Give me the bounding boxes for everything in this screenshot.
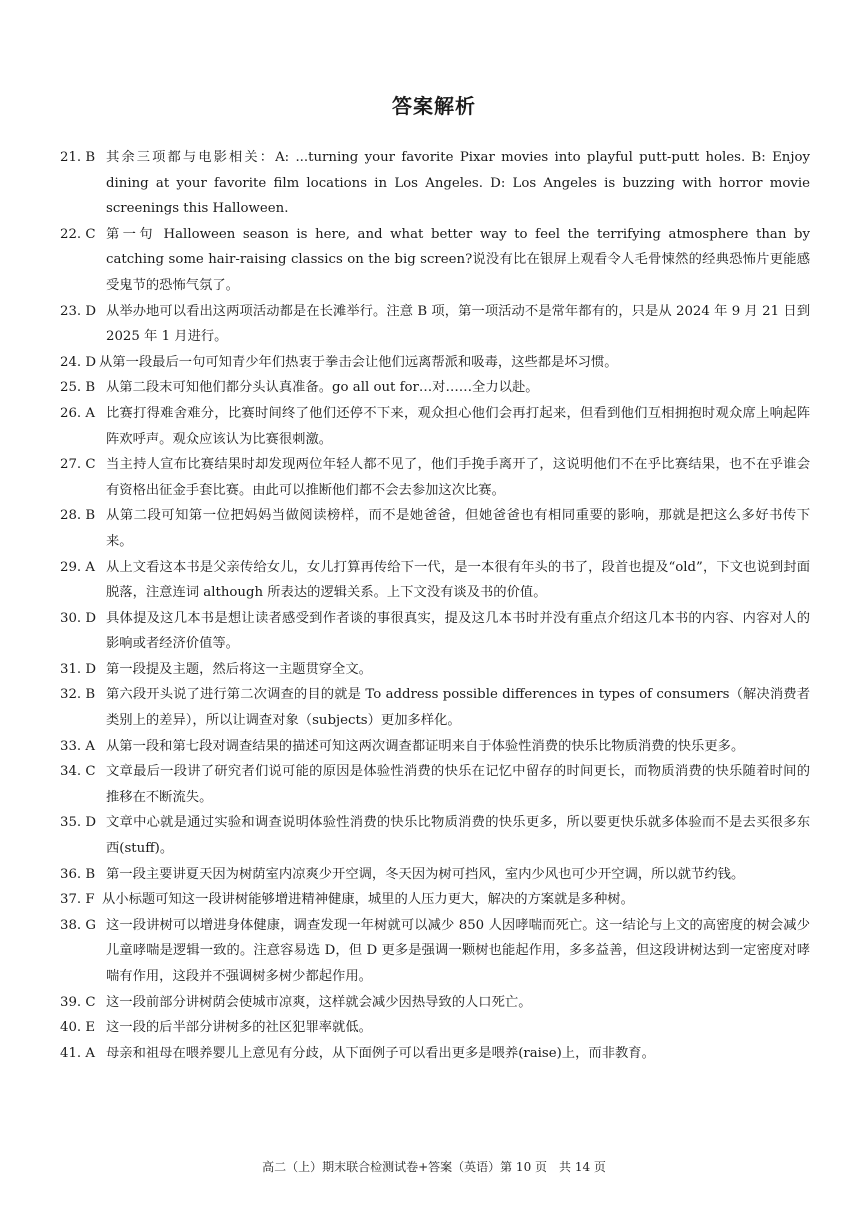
page-footer: 高二（上）期末联合检测试卷+答案（英语）第 10 页 共 14 页	[262, 1160, 606, 1174]
answer-explanation: 从第一段和第七段对调查结果的描述可知这两次调查都证明来自于体验性消费的快乐比物质消费的快乐更多。	[106, 738, 745, 754]
answer-explanation: 母亲和祖母在喂养婴儿上意见有分歧，从下面例子可以看出更多是喂养(raise)上，而非教育。	[106, 1045, 655, 1061]
answer-number: 24. D	[60, 354, 97, 370]
answer-explanation: 这一段讲树可以增进身体健康，调查发现一年树就可以减少 850 人因哮喘而死亡。这一结论与上文的高密度的树会减少儿童哮喘是逻辑一致的。注意容易选 D，但 D 更多是强调一颗树也能起作用，多多益善，但这段讲树达到一定密度对哮喘有作用，这段并不强调树多树少都起作用。	[106, 917, 810, 984]
answer-item	[60, 734, 810, 760]
answer-number: 26. A	[60, 405, 95, 421]
answer-item	[60, 657, 810, 683]
answer-explanation: 具体提及这几本书是想让读者感受到作者谈的事很真实，提及这几本书时并没有重点介绍这几本书的内容、内容对人的影响或者经济价值等。	[106, 610, 810, 652]
answer-item	[60, 452, 810, 503]
answer-item	[60, 1041, 810, 1067]
answer-item	[60, 1015, 810, 1041]
answer-item	[60, 375, 810, 401]
answer-explanation: 这一段的后半部分讲树多的社区犯罪率就低。	[106, 1020, 372, 1036]
answer-number: 28. B	[60, 508, 96, 524]
answer-explanation: 从上文看这本书是父亲传给女儿，女儿打算再传给下一代，是一本很有年头的书了，段首也提及“old”，下文也说到封面脱落，注意连词 although 所表达的逻辑关系。上下文没有谈及书的价值。	[106, 559, 810, 601]
answer-explanation: 第一段主要讲夏天因为树荫室内凉爽少开空调，冬天因为树可挡风，室内少风也可少开空调，所以就节约钱。	[106, 866, 745, 882]
answer-number: 30. D	[60, 610, 97, 626]
answer-item	[60, 299, 810, 350]
answer-number: 33. A	[60, 738, 95, 754]
answer-number: 32. B	[60, 687, 96, 703]
answer-explanation: 文章中心就是通过实验和调查说明体验性消费的快乐比物质消费的快乐更多，所以要更快乐就多体验而不是去买很多东西(stuff)。	[106, 815, 810, 857]
answer-number: 39. C	[60, 994, 96, 1010]
answer-explanation: 从第二段可知第一位把妈妈当做阅读榜样，而不是她爸爸，但她爸爸也有相同重要的影响，那就是把这么多好书传下来。	[106, 508, 810, 549]
answer-number: 36. B	[60, 866, 96, 882]
answer-explanation: 从第二段末可知他们都分头认真准备。go all out for…对……全力以赴。	[106, 380, 539, 396]
answer-explanation: 第一句 Halloween season is here, and what better way to feel the terrifying atmosphere than by catching some hair-raising classics on the big screen?说没有比在银屏上观看令人毛骨悚然的经典恐怖片更能感受鬼节的恐怖气氛了。	[106, 226, 810, 293]
answer-explanation: 第六段开头说了进行第二次调查的目的就是 To address possible differences in types of consumers（解决消费者类别上的差异），所以让调查对象（subjects）更加多样化。	[106, 687, 810, 729]
answer-number: 37. F	[60, 892, 95, 908]
answer-item	[60, 810, 810, 861]
answer-number: 21. B	[60, 150, 96, 165]
answer-item	[60, 990, 810, 1016]
answer-number: 35. D	[60, 815, 97, 831]
answer-number: 41. A	[60, 1045, 95, 1061]
answer-item	[60, 606, 810, 657]
answer-explanation: 第一段提及主题，然后将这一主题贯穿全文。	[106, 661, 372, 677]
answer-item	[60, 913, 810, 990]
answer-number: 29. A	[60, 559, 95, 575]
answer-explanation: 文章最后一段讲了研究者们说可能的原因是体验性消费的快乐在记忆中留存的时间更长，而物质消费的快乐随着时间的推移在不断流失。	[106, 764, 810, 805]
answer-item	[60, 503, 810, 554]
answer-explanation: 从第一段最后一句可知青少年们热衷于拳击会让他们远离帮派和吸毒，这些都是坏习惯。	[99, 354, 618, 370]
answer-explanation: 这一段前部分讲树荫会使城市凉爽，这样就会减少因热导致的人口死亡。	[106, 994, 532, 1010]
answer-item	[60, 222, 810, 299]
answer-number: 23. D	[60, 303, 97, 319]
answer-item	[60, 887, 810, 913]
answer-item	[60, 759, 810, 810]
answer-item	[60, 555, 810, 606]
answer-item	[60, 401, 810, 452]
answer-number: 40. E	[60, 1020, 96, 1036]
answer-list	[60, 145, 810, 1066]
answer-number: 38. G	[60, 917, 96, 933]
answer-number: 34. C	[60, 764, 96, 780]
answer-item	[60, 145, 810, 222]
answer-number: 31. D	[60, 661, 97, 677]
answer-explanation: 其余三项都与电影相关：A: ...turning your favorite Pixar movies into playful putt-putt holes. B: Enjoy dining at your favorite film locations in Los Angeles. D: Los Angeles is buzzing with horror movie screenings this Halloween.	[106, 150, 810, 217]
answer-number: 25. B	[60, 380, 96, 396]
answer-item	[60, 350, 810, 376]
answer-number: 27. C	[60, 457, 96, 473]
answer-item	[60, 862, 810, 888]
answer-number: 22. C	[60, 226, 96, 242]
answer-explanation: 从小标题可知这一段讲树能够增进精神健康，城里的人压力更大，解决的方案就是多种树。	[102, 892, 634, 908]
answer-explanation: 当主持人宣布比赛结果时却发现两位年轻人都不见了，他们手挽手离开了，这说明他们不在乎比赛结果，也不在乎谁会有资格出征金手套比赛。由此可以推断他们都不会去参加这次比赛。	[106, 457, 810, 498]
answer-item	[60, 682, 810, 733]
page-title: 答案解析	[392, 94, 476, 118]
answer-explanation: 比赛打得难舍难分，比赛时间终了他们还停不下来，观众担心他们会再打起来，但看到他们互相拥抱时观众席上响起阵阵欢呼声。观众应该认为比赛很刺激。	[106, 405, 810, 447]
answer-explanation: 从举办地可以看出这两项活动都是在长滩举行。注意 B 项，第一项活动不是常年都有的，只是从 2024 年 9 月 21 日到 2025 年 1 月进行。	[106, 303, 810, 345]
